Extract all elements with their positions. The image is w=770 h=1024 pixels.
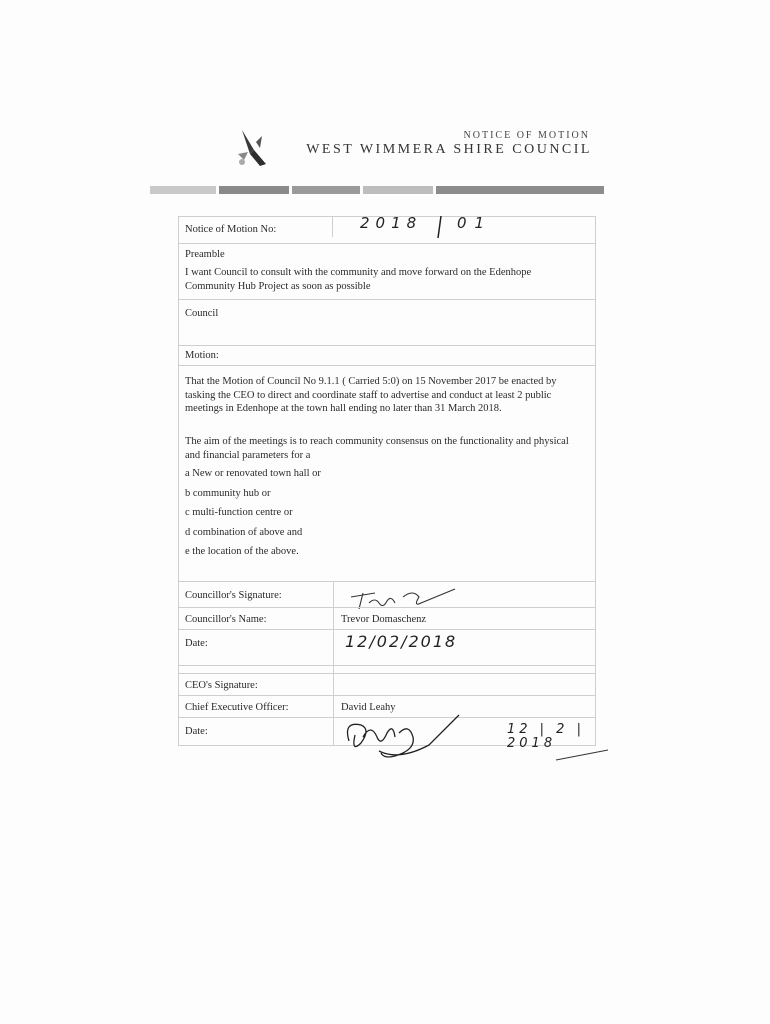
notice-number-seq: 01 [457,214,493,232]
ceo-signature [339,711,469,761]
ceo-date: 12 | 2 | 2018 [507,722,585,751]
councillor-date-label: Date: [185,638,208,649]
notice-number-year: 2018 [360,214,423,232]
motion-text-1: That the Motion of Council No 9.1.1 ( Carried 5:0) on 15 November 2017 be enacted by tasking the CEO to direct and coordinate staff to advertise and conduct at least 2 public meetings in Edenhope at the town hall ending no later than 31 March 2018. [185,376,557,414]
list-item: b community hub or [185,487,271,499]
motion-text-2: The aim of the meetings is to reach community consensus on the functionality and physical and financial parameters for a [185,436,569,461]
motion-form [178,214,596,751]
councillor-signature-label: Councillor's Signature: [185,590,282,601]
header-title: WEST WIMMERA SHIRE COUNCIL [306,142,592,157]
options-list [179,461,327,565]
councillor-name: Trevor Domaschenz [341,614,427,625]
preamble-label: Preamble [185,249,225,260]
header-band [150,186,604,194]
list-item: c multi-function centre or [185,507,293,518]
list-item: d combination of above and [185,526,303,538]
header-subtitle: NOTICE OF MOTION [463,130,590,141]
councillor-name-label: Councillor's Name: [185,614,267,625]
bird-emblem-icon [232,128,272,172]
list-item: a New or renovated town hall or [185,468,321,479]
motion-label: Motion: [185,350,219,361]
ceo-name: David Leahy [341,702,396,713]
notice-label: Notice of Motion No: [185,224,277,235]
ceo-label: Chief Executive Officer: [185,702,289,713]
ceo-date-label: Date: [185,726,208,737]
councillor-signature [345,583,465,613]
list-item: e the location of the above. [185,546,299,557]
councillor-date: 12/02/2018 [345,632,458,651]
preamble-text: I want Council to consult with the community and move forward on the Edenhope Community Hub Project as soon as possible [185,267,532,292]
ceo-signature-label: CEO's Signature: [185,680,258,691]
ceo-date-underline [554,744,614,764]
handwritten-divider [435,215,445,239]
council-label: Council [185,308,219,319]
